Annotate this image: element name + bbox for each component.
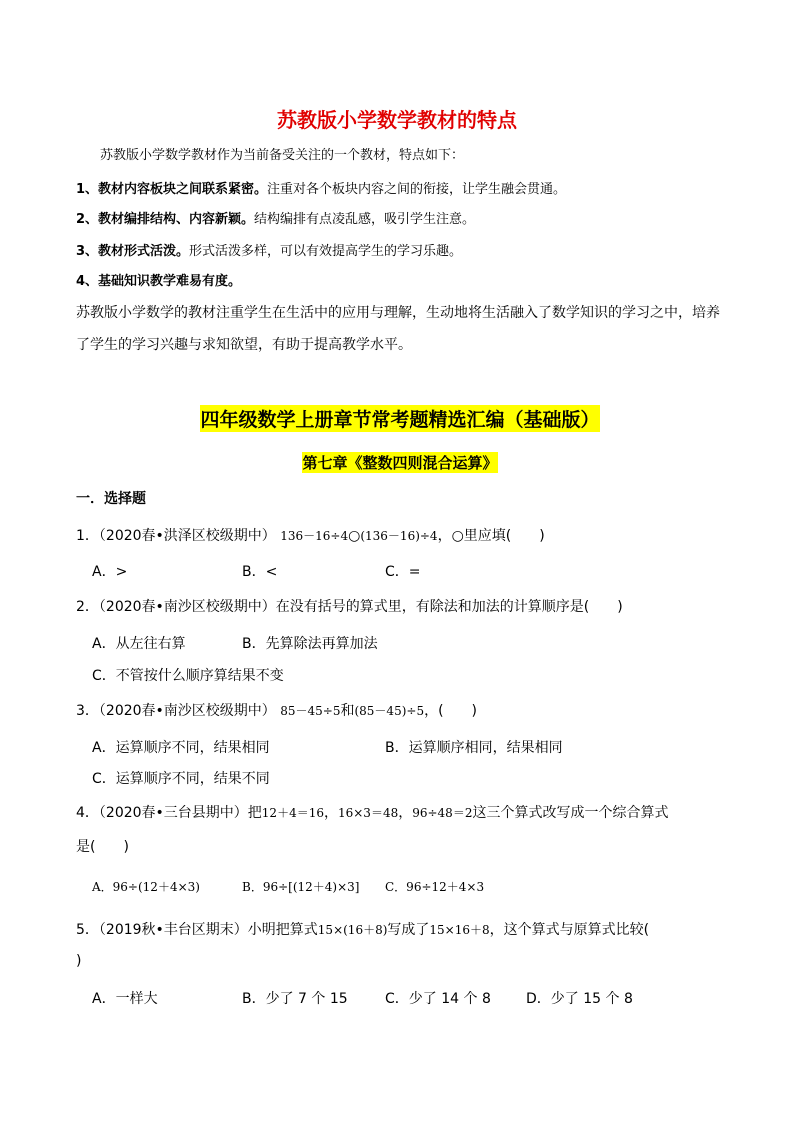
question-2-stem: 2．（2020春•南沙区校级期中）在没有括号的算式里，有除法和加法的计算顺序是( ) bbox=[76, 599, 623, 615]
option-a bbox=[92, 878, 200, 895]
connector-text: 和 bbox=[340, 703, 355, 719]
feature-head: 1、教材内容板块之间联系紧密。 bbox=[76, 182, 268, 197]
summary-line: 了学生的学习兴趣与求知欲望，有助于提高教学水平。 bbox=[76, 337, 412, 353]
formula: 96÷48＝2 bbox=[412, 806, 473, 820]
feature-item bbox=[76, 270, 241, 289]
feature-item bbox=[76, 240, 462, 259]
option-d: D．少了 15 个 8 bbox=[526, 991, 633, 1007]
option-a: A．> bbox=[92, 564, 128, 580]
option-c: C．运算顺序不同，结果不同 bbox=[92, 771, 270, 787]
formula: (136－16)÷4 bbox=[360, 529, 438, 543]
separator: ， bbox=[398, 805, 413, 821]
formula: 15×(16＋8) bbox=[317, 923, 388, 937]
question-1-stem bbox=[76, 525, 545, 545]
chapter-title: 第七章《整数四则混合运算》 bbox=[302, 454, 498, 472]
question-4-stem-cont: 是( ) bbox=[76, 839, 129, 855]
summary-line: 苏教版小学数学的教材注重学生在生活中的应用与理解，生动地将生活融入了数学知识的学习之中，培养 bbox=[76, 305, 720, 321]
formula: 136－16÷4 bbox=[280, 529, 349, 543]
feature-item bbox=[76, 208, 475, 227]
option-c bbox=[385, 878, 484, 895]
option-a: A．运算顺序不同，结果相同 bbox=[92, 740, 270, 756]
option-a: A．从左往右算 bbox=[92, 636, 186, 652]
connector-text: 写成了 bbox=[387, 922, 430, 938]
section-label: 一．选择题 bbox=[76, 491, 146, 507]
option-c: C．= bbox=[385, 564, 421, 580]
question-prefix: 1．（2020春•洪泽区校级期中） bbox=[76, 528, 276, 544]
question-4-stem bbox=[76, 802, 668, 822]
option-b: B．运算顺序相同，结果相同 bbox=[385, 740, 563, 756]
question-5-stem-cont: ) bbox=[76, 953, 82, 969]
separator: ， bbox=[323, 805, 338, 821]
question-suffix: 这三个算式改写成一个综合算式 bbox=[472, 805, 669, 821]
question-prefix: 5．（2019秋•丰台区期末）小明把算式 bbox=[76, 922, 318, 938]
formula: 15×16＋8 bbox=[429, 923, 490, 937]
option-a-text: A．96÷(12＋4×3) bbox=[92, 880, 200, 894]
question-5-stem bbox=[76, 919, 649, 939]
option-c: C．不管按什么顺序算结果不变 bbox=[92, 668, 284, 684]
chapter-title-wrap bbox=[0, 451, 794, 474]
question-prefix: 3．（2020春•南沙区校级期中） bbox=[76, 703, 276, 719]
feature-item bbox=[76, 178, 566, 197]
option-c-text: C．96÷12＋4×3 bbox=[385, 880, 485, 894]
feature-head: 2、教材编排结构、内容新颖。 bbox=[76, 212, 255, 227]
option-a: A．一样大 bbox=[92, 991, 158, 1007]
option-b-text: B．96÷[(12＋4)×3] bbox=[242, 880, 360, 894]
intro-text: 苏教版小学数学教材作为当前备受关注的一个教材，特点如下： bbox=[100, 148, 465, 163]
option-c: C．少了 14 个 8 bbox=[385, 991, 491, 1007]
option-b bbox=[242, 878, 359, 895]
feature-body: 结构编排有点凌乱感，吸引学生注意。 bbox=[254, 212, 476, 227]
feature-body: 形式活泼多样，可以有效提高学生的学习乐趣。 bbox=[189, 244, 463, 259]
circle-blank: ○ bbox=[348, 528, 361, 544]
intro-title: 苏教版小学数学教材的特点 bbox=[277, 108, 517, 132]
question-suffix: ，( ) bbox=[424, 703, 478, 719]
option-b: B．少了 7 个 15 bbox=[242, 991, 348, 1007]
formula: 16×3＝48 bbox=[337, 806, 399, 820]
question-3-stem bbox=[76, 700, 477, 720]
option-b: B．先算除法再算加法 bbox=[242, 636, 378, 652]
feature-head: 3、教材形式活泼。 bbox=[76, 244, 190, 259]
formula: 85－45÷5 bbox=[280, 704, 341, 718]
formula: (85－45)÷5 bbox=[354, 704, 425, 718]
question-prefix: 4．（2020春•三台县期中）把 bbox=[76, 805, 262, 821]
question-suffix: ，这个算式与原算式比较( bbox=[489, 922, 650, 938]
question-suffix: ，○里应填( ) bbox=[437, 528, 545, 544]
feature-head: 4、基础知识教学难易有度。 bbox=[76, 274, 242, 289]
feature-body: 注重对各个板块内容之间的衔接，让学生融会贯通。 bbox=[267, 182, 567, 197]
main-title-wrap bbox=[0, 404, 794, 433]
main-title: 四年级数学上册章节常考题精选汇编（基础版） bbox=[200, 405, 599, 432]
option-b: B．< bbox=[242, 564, 278, 580]
formula: 12＋4＝16 bbox=[261, 806, 324, 820]
